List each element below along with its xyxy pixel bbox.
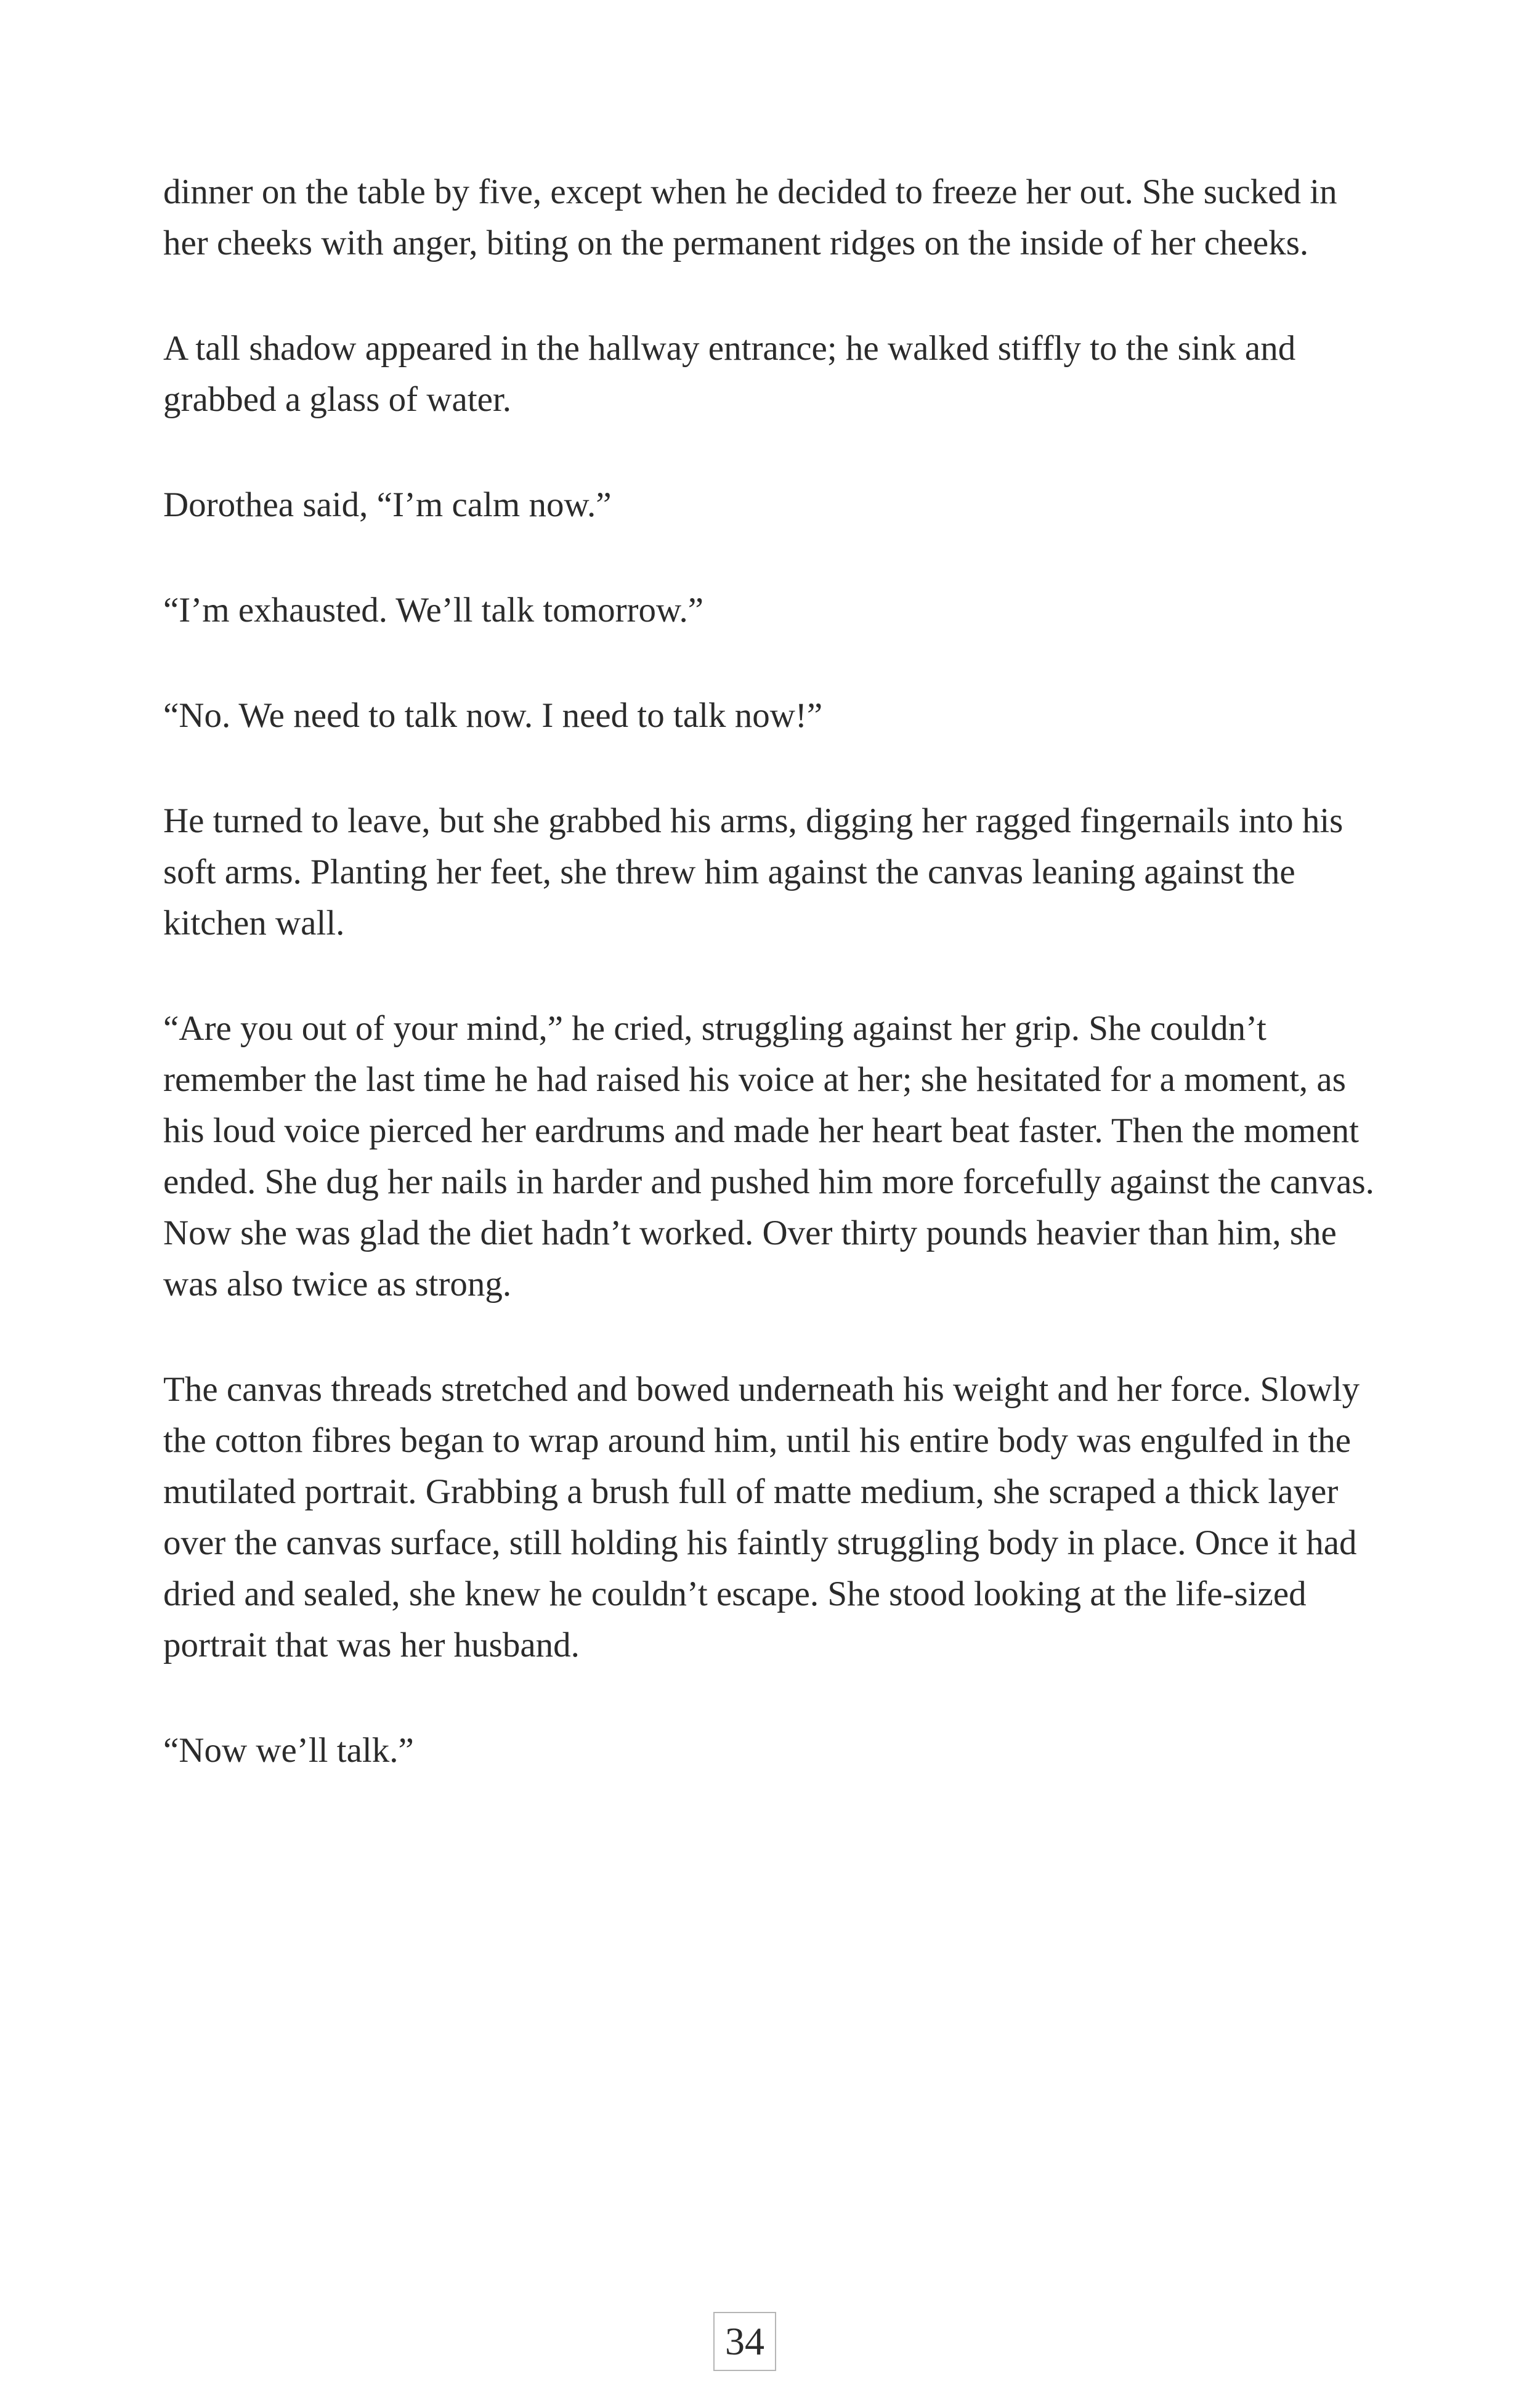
paragraph: “Are you out of your mind,” he cried, struggling against her grip. She couldn’t remember the last time he had raised his voice at her; she hesitated for a moment, as his loud voice pierced her eardrums and made her heart beat faster. Then the moment ended. She dug her nails in harder and pushed him more forcefully against the canvas. Now she was glad the diet hadn’t worked. Over thirty pounds heavier than him, she was also twice as strong.	[163, 1009, 1374, 1303]
paragraph: “No. We need to talk now. I need to talk now!”	[163, 696, 823, 735]
paragraph: “I’m exhausted. We’ll talk tomorrow.”	[163, 591, 704, 630]
story-text	[163, 166, 1383, 1830]
paragraph: Dorothea said, “I’m calm now.”	[163, 485, 612, 524]
page-number: 34	[713, 2312, 776, 2371]
paragraph: “Now we’ll talk.”	[163, 1731, 414, 1770]
paragraph: A tall shadow appeared in the hallway entrance; he walked stiffly to the sink and grabbed a glass of water.	[163, 329, 1296, 419]
paragraph: He turned to leave, but she grabbed his arms, digging her ragged fingernails into his soft arms. Planting her feet, she threw him against the canvas leaning against the kitchen wall.	[163, 801, 1343, 943]
paragraph: dinner on the table by five, except when he decided to freeze her out. She sucked in her cheeks with anger, biting on the permanent ridges on the inside of her cheeks.	[163, 172, 1337, 262]
paragraph: The canvas threads stretched and bowed underneath his weight and her force. Slowly the cotton fibres began to wrap around him, until his entire body was engulfed in the mutilated portrait. Grabbing a brush full of matte medium, she scraped a thick layer over the canvas surface, still holding his faintly struggling body in place. Once it had dried and sealed, she knew he couldn’t escape. She stood looking at the life-sized portrait that was her husband.	[163, 1370, 1360, 1664]
